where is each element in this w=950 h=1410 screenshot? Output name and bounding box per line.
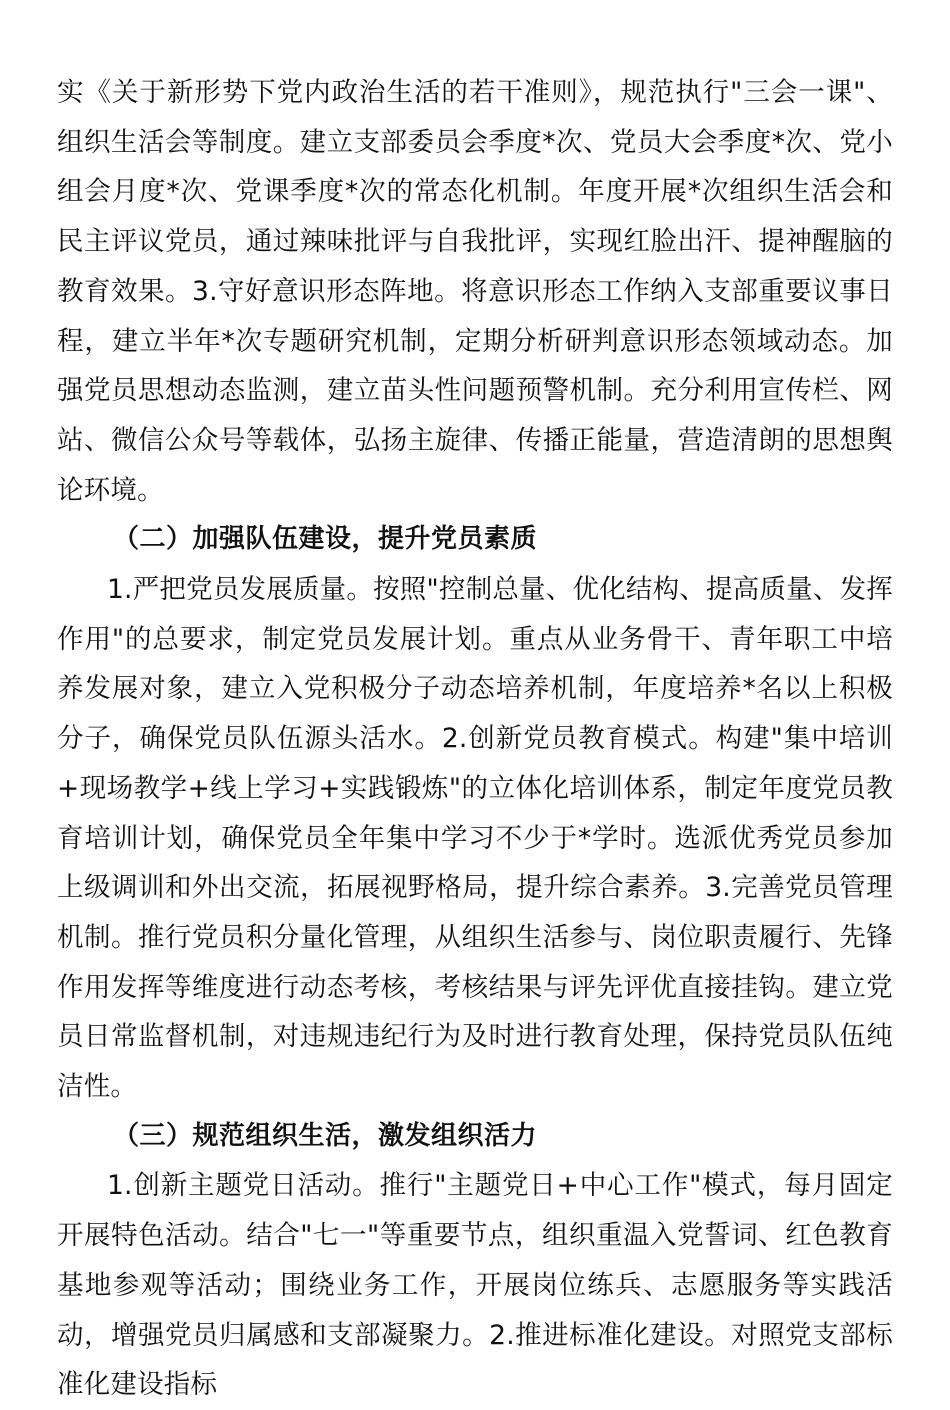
body-paragraph-2: 1.严把党员发展质量。按照"控制总量、优化结构、提高质量、发挥作用"的总要求，制定党员发展计划。重点从业务骨干、青年职工中培养发展对象，建立入党积极分子动态培养机制，年度培养*名以上积极分子，确保党员队伍源头活水。2.创新党员教育模式。构建"集中培训+现场教学+线上学习+实践锻炼"的立体化培训体系，制定年度党员教育培训计划，确保党员全年集中学习不少于*学时。选派优秀党员参加上级调训和外出交流，拓展视野格局，提升综合素养。3.完善党员管理机制。推行党员积分量化管理，从组织生活参与、岗位职责履行、先锋作用发挥等维度进行动态考核，考核结果与评先评优直接挂钩。建立党员日常监督机制，对违规违纪行为及时进行教育处理，保持党员队伍纯洁性。 (57, 574, 893, 1103)
section-heading-3: （三）规范组织生活，激发组织活力 (113, 1120, 538, 1151)
document-page (57, 68, 893, 1410)
section-heading-2: （二）加强队伍建设，提升党员素质 (113, 524, 538, 555)
body-paragraph-1: 实《关于新形势下党内政治生活的若干准则》，规范执行"三会一课"、组织生活会等制度。建立支部委员会季度*次、党员大会季度*次、党小组会月度*次、党课季度*次的常态化机制。年度开展*次组织生活会和民主评议党员，通过辣味批评与自我批评，实现红脸出汗、提神醒脑的教育效果。3.守好意识形态阵地。将意识形态工作纳入支部重要议事日程，建立半年*次专题研究机制，定期分析研判意识形态领域动态。加强党员思想动态监测，建立苗头性问题预警机制。充分利用宣传栏、网站、微信公众号等载体，弘扬主旋律、传播正能量，营造清朗的思想舆论环境。 (57, 77, 893, 506)
body-paragraph-3: 1.创新主题党日活动。推行"主题党日+中心工作"模式，每月固定开展特色活动。结合"七一"等重要节点，组织重温入党誓词、红色教育基地参观等活动；围绕业务工作，开展岗位练兵、志愿服务等实践活动，增强党员归属感和支部凝聚力。2.推进标准化建设。对照党支部标准化建设指标 (57, 1170, 893, 1401)
